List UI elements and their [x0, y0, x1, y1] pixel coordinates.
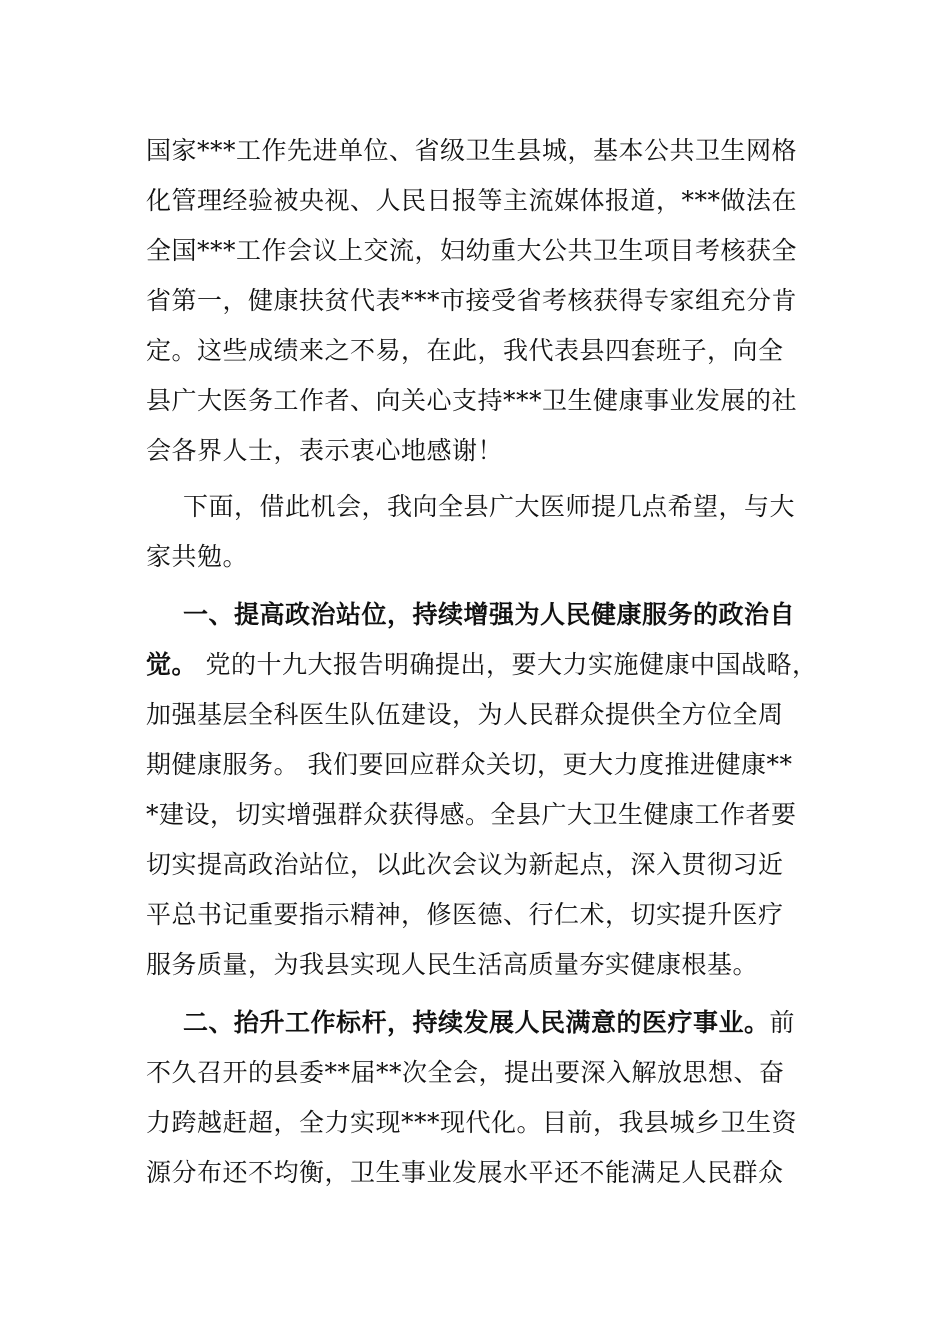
body-line: 期健康服务。 我们要回应群众关切，更大力度推进健康**	[146, 750, 793, 779]
section-heading-2: 二、抬升工作标杆，持续发展人民满意的医疗事业。	[183, 1008, 770, 1037]
body-line: 力跨越赶超，全力实现***现代化。目前，我县城乡卫生资	[146, 1108, 798, 1137]
body-text: 前	[769, 1008, 796, 1037]
body-line	[146, 648, 826, 682]
body-line: 源分布还不均衡，卫生事业发展水平还不能满足人民群众	[146, 1158, 784, 1187]
body-line: 会各界人士，表示衷心地感谢！	[146, 436, 504, 465]
body-text: 党的十九大报告明确提出，要大力实施健康中国战略，	[197, 650, 818, 679]
body-line: 全国***工作会议上交流，妇幼重大公共卫生项目考核获全	[146, 236, 798, 265]
body-line: 加强基层全科医生队伍建设，为人民群众提供全方位全周	[146, 700, 784, 729]
body-line: 下面，借此机会，我向全县广大医师提几点希望，与大	[183, 492, 796, 521]
body-line: 切实提高政治站位，以此次会议为新起点，深入贯彻习近	[146, 850, 784, 879]
body-line: 化管理经验被央视、人民日报等主流媒体报道，***做法在	[146, 186, 798, 215]
body-line: 家共勉。	[146, 542, 249, 571]
body-line: 县广大医务工作者、向关心支持***卫生健康事业发展的社	[146, 386, 798, 415]
body-line: 不久召开的县委**届**次全会，提出要深入解放思想、奋	[146, 1058, 785, 1087]
section-heading-1: 一、提高政治站位，持续增强为人民健康服务的政治自	[183, 600, 796, 629]
section-heading-1-end: 觉。	[146, 650, 198, 679]
body-line: 平总书记重要指示精神，修医德、行仁术，切实提升医疗	[146, 900, 784, 929]
body-line: 国家***工作先进单位、省级卫生县城，基本公共卫生网格	[146, 136, 798, 165]
body-line: 服务质量，为我县实现人民生活高质量夯实健康根基。	[146, 950, 759, 979]
body-line: 省第一，健康扶贫代表***市接受省考核获得专家组充分肯	[146, 286, 798, 315]
body-line: *建设，切实增强群众获得感。全县广大卫生健康工作者要	[146, 800, 797, 829]
body-line: 定。这些成绩来之不易，在此，我代表县四套班子，向全	[146, 336, 784, 365]
body-line	[183, 1006, 863, 1040]
